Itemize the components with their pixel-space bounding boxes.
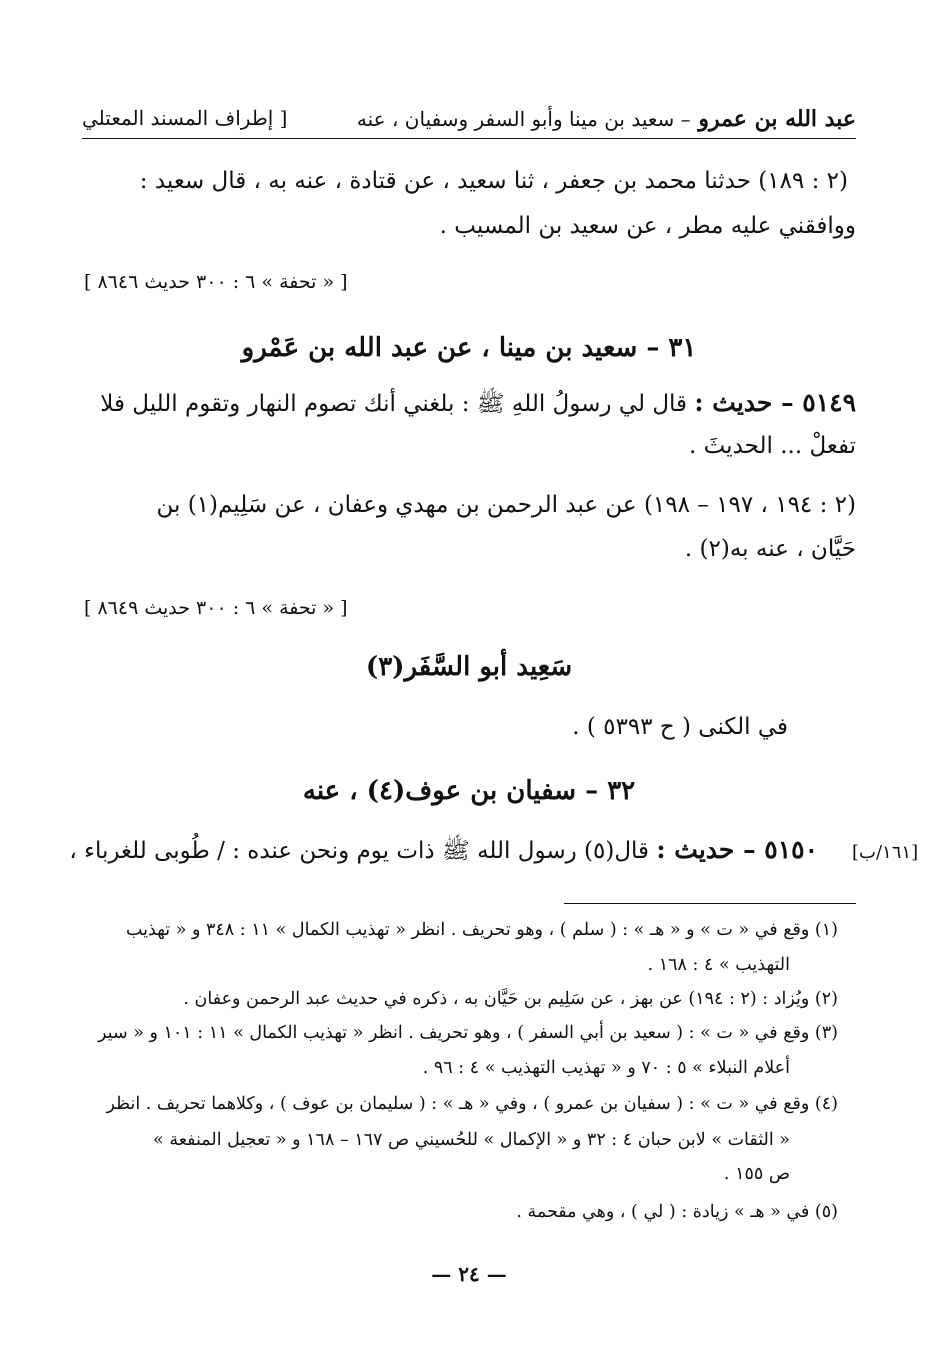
entry-text-line: (٢ : ١٨٩) حدثنا محمد بن جعفر ، ثنا سعيد ، عن قتادة ، عنه به ، قال سعيد : — [139, 168, 848, 194]
hadith-line — [100, 388, 856, 423]
hadith-number: ٥١٥٠ – حديث : — [656, 835, 818, 864]
manuscript-margin-note: [١٦١/ب] — [852, 842, 919, 863]
tuhfa-reference: [ « تحفة » ٦ : ٣٠٠ حديث ٨٦٤٦ ] — [84, 271, 348, 293]
header-title-rest: – سعيد بن مينا وأبو السفر وسفيان ، عنه — [356, 107, 691, 131]
footnote-line: أعلام النبلاء » ٥ : ٧٠ و « تهذيب التهذيب » ٤ : ٩٦ . — [422, 1058, 790, 1078]
footnote-rule — [564, 903, 856, 904]
footnote-line: التهذيب » ٤ : ١٦٨ . — [647, 955, 790, 975]
source-line: حَيَّان ، عنه به(٢) . — [684, 536, 856, 562]
header-rule — [82, 138, 856, 139]
source-line: (٢ : ١٩٤ ، ١٩٧ – ١٩٨) عن عبد الرحمن بن مهدي وعفان ، عن سَلِيم(١) بن — [156, 492, 856, 518]
footnote-line: (٤) وقع في « ت » : ( سفيان بن عمرو ) ، وفي « هـ » : ( سليمان بن عوف ) ، وكلاهما تحريف . انظر — [106, 1094, 838, 1114]
entry-text-line: ووافقني عليه مطر ، عن سعيد بن المسيب . — [439, 213, 856, 239]
section-heading: سَعِيد أبو السَّفَر(٣) — [365, 652, 573, 682]
tuhfa-reference: [ « تحفة » ٦ : ٣٠٠ حديث ٨٦٤٩ ] — [84, 597, 348, 619]
section-heading: ٣١ – سعيد بن مينا ، عن عبد الله بن عَمْرو — [241, 333, 697, 363]
footnote-line: (٣) وقع في « ت » : ( سعيد بن أبي السفر ) ، وهو تحريف . انظر « تهذيب الكمال » ١١ : ١٠١ و « سير — [98, 1023, 838, 1043]
header-book-title: [ إطراف المسند المعتلي — [82, 106, 288, 130]
cross-reference: في الكنى ( ح ٥٣٩٣ ) . — [572, 714, 788, 740]
footnote-line: (٢) ويُزاد : (٢ : ١٩٤) عن بهز ، عن سَلِيم بن حَيَّان به ، ذكره في حديث عبد الرحمن وعفان . — [183, 989, 838, 1009]
section-heading: ٣٢ – سفيان بن عوف(٤) ، عنه — [302, 776, 636, 806]
header-chapter-title — [357, 106, 856, 132]
hadith-line: تفعلْ ... الحديثَ . — [688, 433, 856, 459]
footnote-line: (٥) في « هـ » زيادة : ( لي ) ، وهي مقحمة . — [516, 1202, 838, 1222]
footnote-line: « الثقات » لابن حبان ٤ : ٣٢ و « الإكمال » للحُسيني ص ١٦٧ – ١٦٨ و « تعجيل المنفعة » — [153, 1130, 790, 1150]
footnote-line: (١) وقع في « ت » و « هـ » : ( سلم ) ، وهو تحريف . انظر « تهذيب الكمال » ١١ : ٣٤٨ و « تهذيب — [125, 920, 838, 940]
hadith-text: قال(٥) رسول الله ﷺ ذات يوم ونحن عنده : / طُوبى للغرباء ، — [69, 838, 650, 864]
hadith-line — [69, 835, 818, 870]
header-title-bold: عبد الله بن عمرو — [698, 106, 856, 132]
hadith-number: ٥١٤٩ – حديث : — [694, 388, 856, 417]
hadith-text: قال لي رسولُ اللهِ ﷺ : بلغني أنك تصوم النهار وتقوم الليل فلا — [100, 391, 688, 417]
running-header — [82, 100, 856, 140]
page-number: — ٢٤ — — [431, 1262, 507, 1286]
footnote-line: ص ١٥٥ . — [723, 1164, 790, 1184]
